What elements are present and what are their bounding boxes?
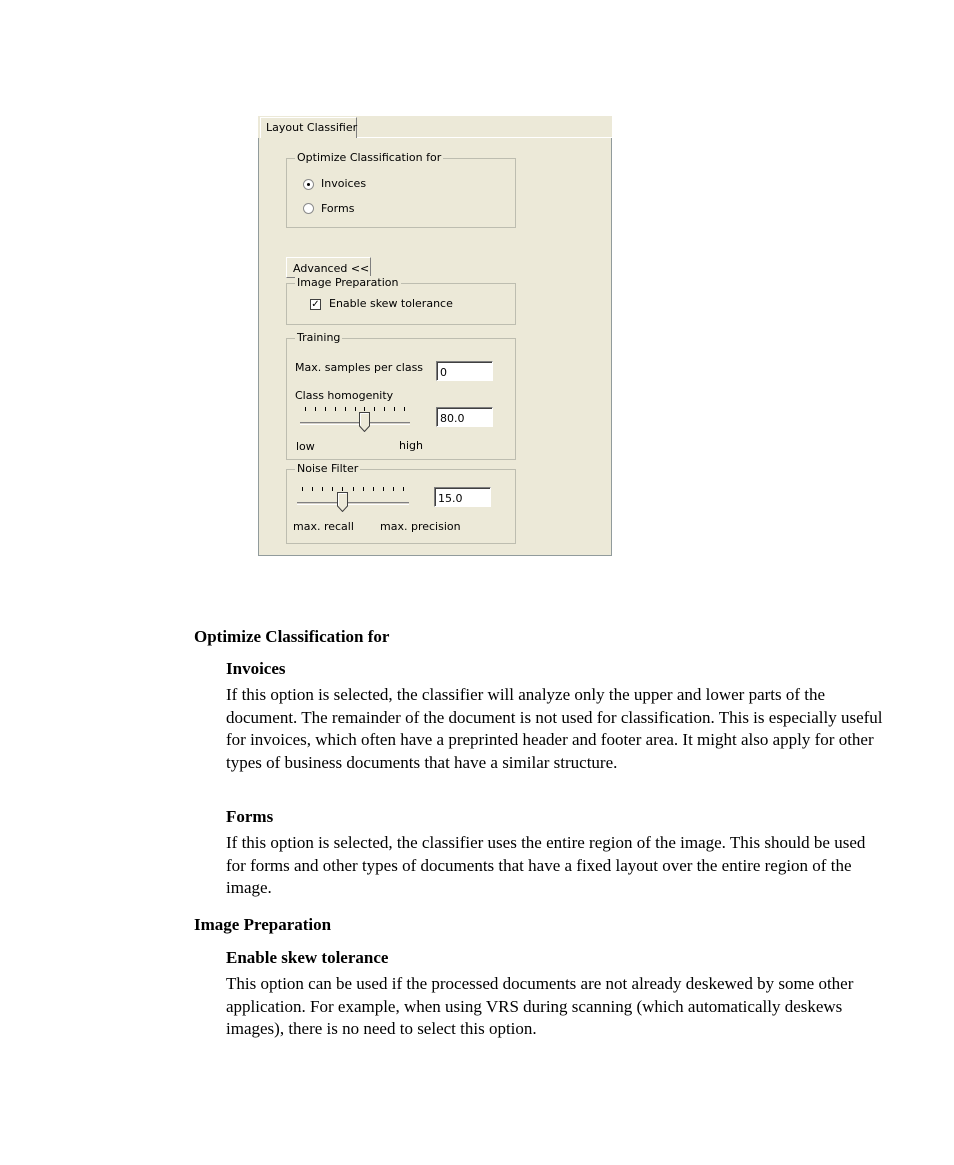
- forms-radio-label: Forms: [321, 202, 355, 215]
- advanced-button[interactable]: Advanced <<: [286, 257, 371, 278]
- optimize-group: [286, 151, 516, 228]
- max-samples-input[interactable]: [436, 361, 493, 381]
- slider-ticks: [300, 407, 410, 413]
- invoices-description: If this option is selected, the classifier will analyze only the upper and lower parts of the document. The remainder of the document is not used for classification. This is especially useful for invoices, which often have a preprinted header and footer area. It might also apply for other types of business documents that have a similar structure.: [226, 685, 883, 772]
- slider-tick: [403, 487, 404, 491]
- slider-tick: [353, 487, 354, 491]
- noise-filter-group: [286, 462, 516, 544]
- layout-classifier-dialog: [258, 116, 612, 556]
- slider-thumb-icon[interactable]: [337, 492, 348, 512]
- section-title-image-preparation: Image Preparation: [194, 915, 332, 934]
- training-group: [286, 331, 516, 460]
- forms-radio[interactable]: [303, 203, 314, 214]
- image-preparation-legend: Image Preparation: [297, 276, 399, 289]
- low-label: low: [296, 440, 315, 453]
- noise-filter-legend: Noise Filter: [297, 462, 359, 475]
- slider-tick: [383, 487, 384, 491]
- training-legend: Training: [297, 331, 341, 344]
- invoices-radio[interactable]: [303, 179, 314, 190]
- tab-page: [258, 138, 612, 556]
- slider-track: [300, 422, 410, 425]
- max-precision-label: max. precision: [380, 520, 461, 533]
- slider-tick: [394, 407, 395, 411]
- forms-description: If this option is selected, the classifier uses the entire region of the image. This should be used for forms and other types of documents that have a fixed layout over the entire region of the image.: [226, 833, 866, 897]
- slider-thumb-icon[interactable]: [359, 412, 370, 432]
- slider-tick: [384, 407, 385, 411]
- slider-tick: [312, 487, 313, 491]
- slider-tick: [373, 487, 374, 491]
- skew-tolerance-label: Enable skew tolerance: [329, 297, 453, 310]
- slider-tick: [335, 407, 336, 411]
- invoices-radio-label: Invoices: [321, 177, 367, 190]
- tab-strip: [258, 116, 612, 138]
- class-homogenity-input[interactable]: [436, 407, 493, 427]
- noise-filter-slider[interactable]: [297, 487, 409, 515]
- subsection-title-invoices: Invoices: [226, 659, 286, 678]
- radio-dot-icon: [307, 183, 310, 186]
- section-title-optimize: Optimize Classification for: [194, 627, 390, 646]
- max-recall-label: max. recall: [293, 520, 354, 533]
- image-preparation-group: [286, 276, 516, 325]
- slider-tick: [342, 487, 343, 491]
- max-samples-label: Max. samples per class: [295, 361, 424, 374]
- noise-filter-input[interactable]: [434, 487, 491, 507]
- class-homogenity-slider[interactable]: [300, 407, 410, 435]
- optimize-group-legend: Optimize Classification for: [297, 151, 442, 164]
- slider-tick: [404, 407, 405, 411]
- slider-tick: [322, 487, 323, 491]
- skew-tolerance-checkbox[interactable]: ✓: [311, 299, 320, 310]
- subsection-title-forms: Forms: [226, 807, 274, 826]
- slider-track: [297, 502, 409, 505]
- slider-tick: [355, 407, 356, 411]
- slider-tick: [315, 407, 316, 411]
- skew-description: This option can be used if the processed documents are not already deskewed by some other application. For example, when using VRS during scanning (which automatically deskews images), there is no need to select this option.: [226, 974, 854, 1038]
- slider-tick: [364, 407, 365, 411]
- class-homogenity-label: Class homogenity: [295, 389, 394, 402]
- slider-tick: [302, 487, 303, 491]
- subsection-title-skew: Enable skew tolerance: [226, 948, 389, 967]
- slider-tick: [363, 487, 364, 491]
- tab-layout-classifier[interactable]: Layout Classifier: [260, 117, 357, 138]
- slider-tick: [325, 407, 326, 411]
- slider-tick: [393, 487, 394, 491]
- slider-tick: [374, 407, 375, 411]
- slider-ticks: [297, 487, 409, 493]
- slider-tick: [332, 487, 333, 491]
- high-label: high: [399, 439, 423, 452]
- slider-tick: [305, 407, 306, 411]
- slider-tick: [345, 407, 346, 411]
